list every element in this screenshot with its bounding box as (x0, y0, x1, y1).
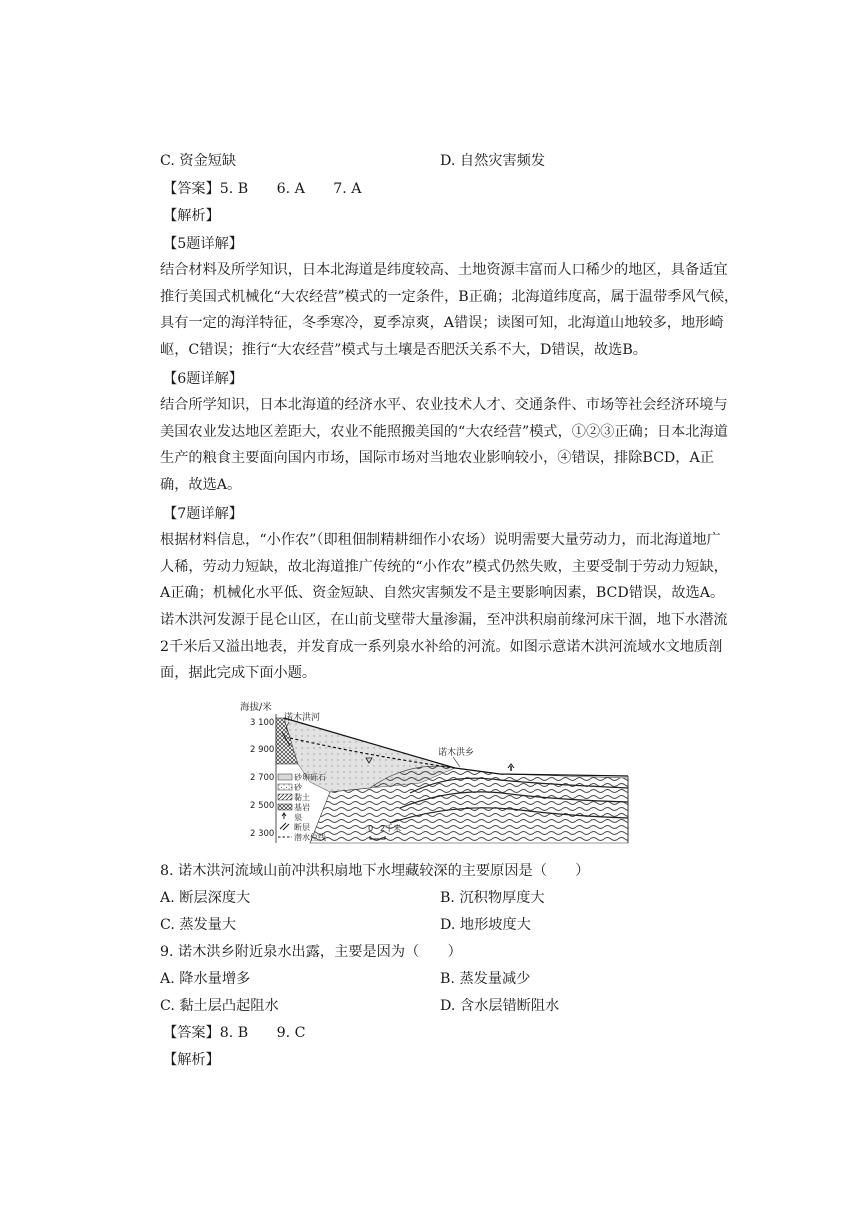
legend-label: 基岩 (294, 803, 310, 812)
q8-stem: 8. 诺木洪河流域山前冲洪积扇地下水埋藏较深的主要原因是（ ） (160, 863, 590, 879)
q6-title: 【6题详解】 (163, 371, 243, 387)
legend-swatch-bedrock (278, 804, 292, 810)
legend-label: 断层 (294, 823, 310, 832)
legend-swatch-sand (278, 784, 292, 790)
legend-label: 泉 (294, 813, 302, 822)
q7-title: 【7题详解】 (163, 506, 243, 522)
material-text: 诺木洪河发源于昆仑山区，在山前戈壁带大量渗漏，至冲洪积扇前缘河床干涸，地下水潜流 2千米后又溢出地表，并发育成一系列泉水补给的河流。如图示意诺木洪河流域水文地质剖 面，据此完成下面小题。 (160, 612, 728, 681)
village-pointer (453, 757, 460, 767)
legend-swatch-clay (278, 794, 292, 800)
q8-option-b: B. 沉积物厚度大 (440, 890, 545, 906)
q9-option-c: C. 黏土层凸起阻水 (160, 998, 279, 1014)
y-tick: 3 100 (250, 718, 275, 728)
legend-label: 黏土 (294, 793, 310, 802)
q9-option-d: D. 含水层错断阻水 (440, 998, 560, 1014)
legend-label: 砂 (294, 783, 302, 792)
scale-unit: 2千米 (380, 824, 402, 833)
hydrogeology-profile-figure (240, 698, 630, 846)
q9-option-b: B. 蒸发量减少 (440, 971, 531, 987)
legend-swatch-gravel (278, 774, 292, 780)
q5-explanation: 结合材料及所学知识，日本北海道是纬度较高、土地资源丰富而人口稀少的地区，具备适宜 推行美国式机械化“大农经营”模式的一定条件，B正确；北海道纬度高，属于温带季风气候， 具有一定的海洋特征，冬季寒冷，夏季凉爽，A错误；读图可知，北海道山地较多，地形崎 岖，C错误；推行“大农经营”模式与土壤是否肥沃关系不大，D错误，故选B。 (160, 262, 739, 358)
legend-label: 砂卵砾石 (294, 773, 326, 782)
y-axis-label: 海拔/米 (240, 702, 272, 713)
q7-option-d: D. 自然灾害频发 (440, 153, 546, 169)
legend-fault-icon (280, 823, 289, 830)
q8-option-d: D. 地形坡度大 (440, 917, 531, 933)
q7-explanation: 根据材料信息，“小作农”（即租佃制精耕细作小农场）说明需要大量劳动力，而北海道地广 人稀，劳动力短缺，故北海道推广传统的“小作农”模式仍然失败，主要受制于劳动力短缺， A正确；机械化水平低、资金短缺、自然灾害频发不是主要影响因素，BCD错误，故选A。 (160, 532, 728, 601)
legend-label: 潜水位线 (294, 833, 326, 842)
answer-8-9: 【答案】8. B 9. C (163, 1025, 306, 1041)
q6-explanation: 结合所学知识，日本北海道的经济水平、农业技术人才、交通条件、市场等社会经济环境与 美国农业发达地区差距大，农业不能照搬美国的“大农经营”模式，①②③正确；日本北海道 生产的粮食主要面向国内市场，国际市场对当地农业影响较小，④错误，排除BCD，A正 确，故选A。 (160, 397, 728, 493)
y-tick: 2 500 (250, 801, 275, 811)
y-tick: 2 900 (250, 745, 275, 755)
legend-spring-icon (282, 813, 286, 819)
q9-stem: 9. 诺木洪乡附近泉水出露，主要是因为（ ） (160, 944, 462, 960)
answer-5-7: 【答案】5. B 6. A 7. A (163, 181, 362, 197)
village-label: 诺木洪乡 (438, 748, 475, 758)
y-tick: 2 300 (250, 829, 275, 839)
analysis-label: 【解析】 (163, 208, 220, 224)
q8-option-c: C. 蒸发量大 (160, 917, 237, 933)
q7-option-c: C. 资金短缺 (160, 153, 237, 169)
q5-title: 【5题详解】 (163, 236, 243, 252)
scale-zero: 0 (368, 824, 374, 833)
q8-option-a: A. 断层深度大 (160, 890, 251, 906)
analysis-label: 【解析】 (163, 1052, 220, 1068)
q9-option-a: A. 降水量增多 (160, 971, 251, 987)
river-label: 诺木洪河 (284, 713, 321, 723)
y-tick: 2 700 (250, 773, 275, 783)
